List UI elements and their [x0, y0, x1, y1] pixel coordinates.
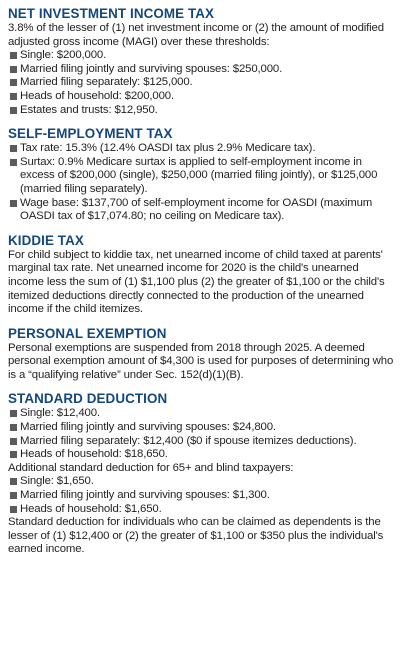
- section-intro: 3.8% of the lesser of (1) net investment income or (2) the amount of modified adjusted gross income (MAGI) over these thresholds:: [8, 22, 384, 48]
- list-item: Married filing separately: $12,400 ($0 if spouse itemizes deductions).: [8, 435, 395, 449]
- square-bullet-icon: [10, 79, 17, 86]
- square-bullet-icon: [10, 506, 17, 513]
- list-item: Married filing jointly and surviving spouses: $1,300.: [8, 489, 395, 503]
- additional-deduction-intro: Additional standard deduction for 65+ and blind taxpayers:: [8, 461, 294, 474]
- square-bullet-icon: [10, 107, 17, 114]
- square-bullet-icon: [10, 478, 17, 485]
- section-title: STANDARD DEDUCTION: [8, 391, 168, 407]
- list-item: Married filing jointly and surviving spouses: $24,800.: [8, 421, 395, 435]
- square-bullet-icon: [10, 93, 17, 100]
- list-item: Heads of household: $200,000.: [8, 90, 395, 104]
- section-title: KIDDIE TAX: [8, 232, 84, 248]
- se-tax-list: [8, 142, 395, 224]
- list-item: Heads of household: $18,650.: [8, 448, 395, 462]
- section-net-investment-income-tax: [8, 7, 395, 117]
- square-bullet-icon: [10, 451, 17, 458]
- dependents-deduction-text: Standard deduction for individuals who can be claimed as dependents is the lesser of (1) $12,400 or (2) the greater of $1,100 or $350 plus the individual's earned income.: [8, 516, 384, 556]
- square-bullet-icon: [10, 145, 17, 152]
- list-item: Surtax: 0.9% Medicare surtax is applied to self-employment income in excess of $200,000 (single), $250,000 (married filing jointly), or $125,000 (married filing separately).: [8, 156, 395, 197]
- square-bullet-icon: [10, 159, 17, 166]
- list-item: Single: $200,000.: [8, 49, 395, 63]
- square-bullet-icon: [10, 410, 17, 417]
- list-item: Heads of household: $1,650.: [8, 503, 395, 517]
- list-item: Wage base: $137,700 of self-employment income for OASDI (maximum OASDI tax of $17,074.80; no ceiling on Medicare tax).: [8, 197, 395, 224]
- square-bullet-icon: [10, 424, 17, 431]
- section-self-employment-tax: [8, 127, 395, 224]
- standard-deduction-list: [8, 407, 395, 461]
- square-bullet-icon: [10, 52, 17, 59]
- list-item: Married filing separately: $125,000.: [8, 76, 395, 90]
- section-body: For child subject to kiddie tax, net unearned income of child taxed at parents' marginal tax rate. Net unearned income for 2020 is the child's unearned income less the sum of (1) $1,100 plus (2) the greater of $1,100 or the child's itemized deductions directly connected to the production of the unearned income if the child itemizes.: [8, 248, 385, 316]
- list-item: Single: $12,400.: [8, 407, 395, 421]
- list-item: Single: $1,650.: [8, 475, 395, 489]
- section-body: Personal exemptions are suspended from 2018 through 2025. A deemed personal exemption amount of $4,300 is used for purposes of determining who is a “qualifying relative” under Sec. 152(d)(1)(B).: [8, 341, 394, 381]
- list-item: Tax rate: 15.3% (12.4% OASDI tax plus 2.9% Medicare tax).: [8, 142, 395, 156]
- section-personal-exemption: [8, 327, 395, 383]
- section-title: PERSONAL EXEMPTION: [8, 325, 167, 341]
- list-item: Estates and trusts: $12,950.: [8, 104, 395, 118]
- section-title: NET INVESTMENT INCOME TAX: [8, 6, 215, 21]
- square-bullet-icon: [10, 492, 17, 499]
- square-bullet-icon: [10, 438, 17, 445]
- section-title: SELF-EMPLOYMENT TAX: [8, 126, 173, 142]
- section-kiddie-tax: [8, 234, 395, 317]
- list-item: Married filing jointly and surviving spouses: $250,000.: [8, 63, 395, 77]
- section-standard-deduction: [8, 392, 395, 557]
- square-bullet-icon: [10, 66, 17, 73]
- square-bullet-icon: [10, 200, 17, 207]
- additional-deduction-list: [8, 475, 395, 516]
- threshold-list: [8, 49, 395, 117]
